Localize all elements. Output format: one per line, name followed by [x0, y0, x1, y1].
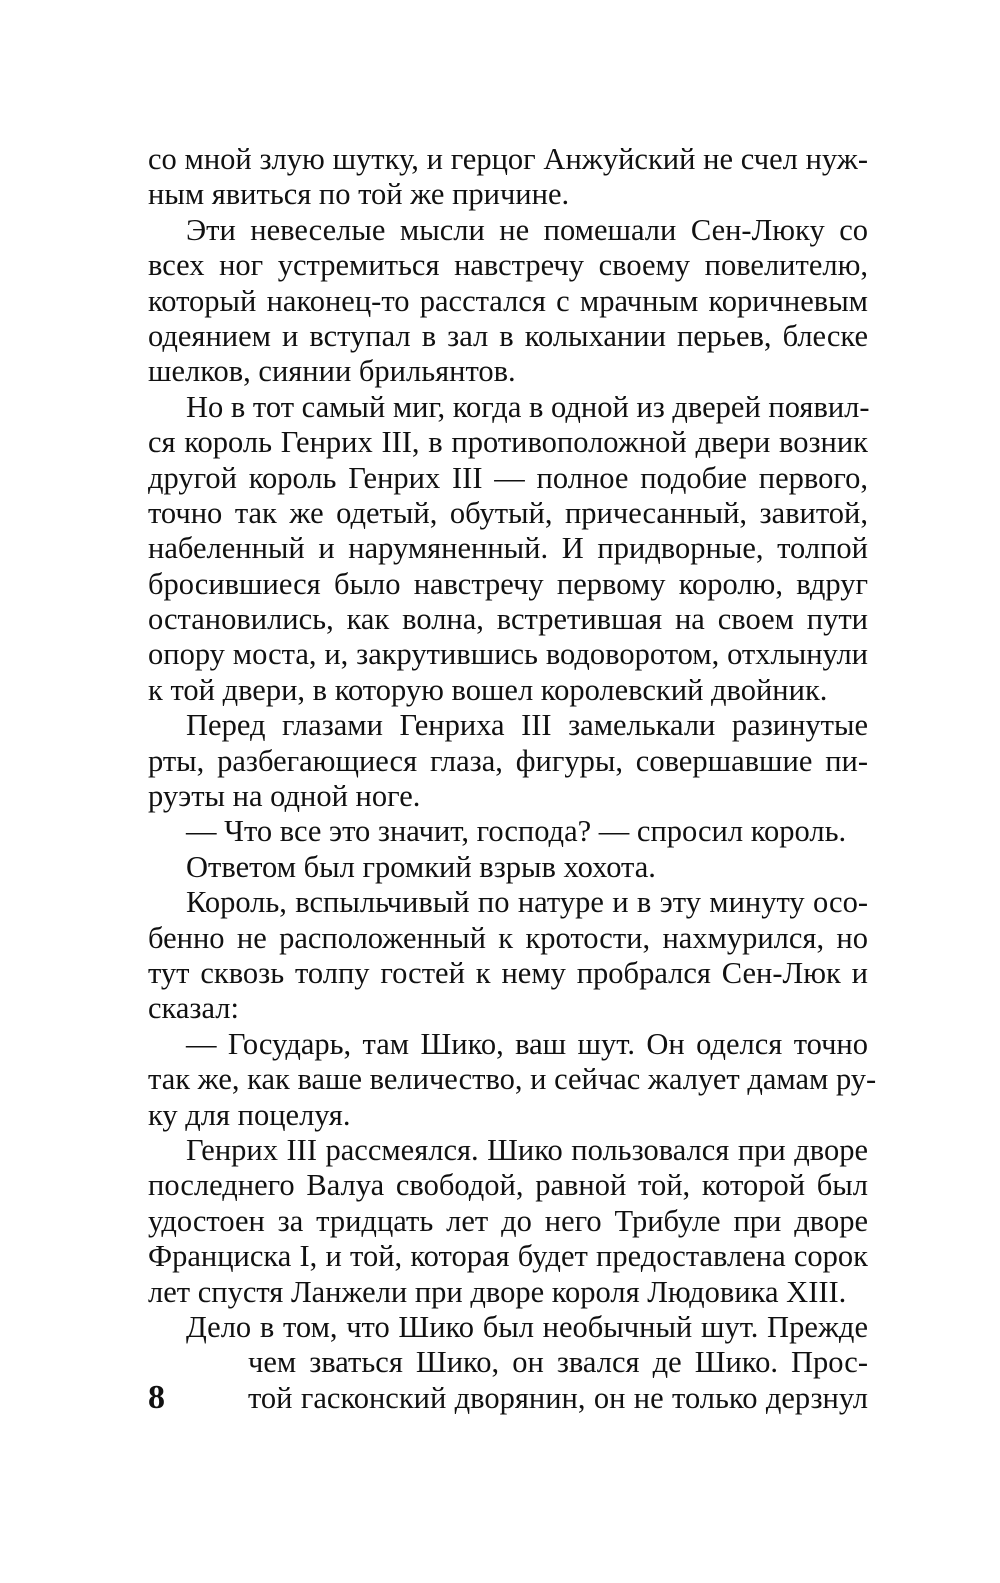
- text-line: удостоен за тридцать лет до него Трибуле при дворе: [148, 1203, 868, 1238]
- text-line: одеянием и вступал в зал в колыхании перьев, блеске: [148, 318, 868, 353]
- text-line: так же, как ваше величество, и сейчас жалует дамам ру-: [148, 1062, 877, 1097]
- body-text: [148, 142, 877, 1416]
- text-line: Король, вспыльчивый по натуре и в эту минуту осо-: [186, 885, 868, 920]
- text-line: бенно не расположенный к кротости, нахмурился, но: [148, 920, 868, 955]
- text-line: Дело в том, что Шико был необычный шут. Прежде: [186, 1309, 868, 1344]
- text-line: руэты на одной ноге.: [148, 779, 421, 814]
- text-line: чем зваться Шико, он звался де Шико. Прос-: [248, 1345, 868, 1380]
- text-line: опору моста, и, закрутившись водоворотом, отхлынули: [148, 637, 868, 672]
- text-line: ным явиться по той же причине.: [148, 177, 570, 212]
- text-line: тут сквозь толпу гостей к нему пробрался Сен-Люк и: [148, 955, 868, 990]
- text-line: Ответом был громкий взрыв хохота.: [186, 849, 656, 884]
- text-line: со мной злую шутку, и герцог Анжуйский не счел нуж-: [148, 142, 868, 176]
- text-line: который наконец-то расстался с мрачным коричневым: [148, 283, 868, 318]
- text-line: — Государь, там Шико, ваш шут. Он оделся точно: [186, 1026, 868, 1061]
- text-line: ку для поцелуя.: [148, 1097, 351, 1132]
- text-line: сказал:: [148, 991, 239, 1026]
- text-line: рты, разбегающиеся глаза, фигуры, совершавшие пи-: [148, 743, 868, 778]
- text-line: всех ног устремиться навстречу своему повелителю,: [148, 248, 868, 283]
- text-line: Франциска I, и той, которая будет предоставлена сорок: [148, 1239, 868, 1274]
- text-line: остановились, как волна, встретившая на своем пути: [148, 602, 868, 637]
- text-line: Но в тот самый миг, когда в одной из дверей появил-: [186, 389, 870, 424]
- text-line: бросившиеся было навстречу первому королю, вдруг: [148, 566, 868, 601]
- text-line: ся король Генрих III, в противоположной двери возник: [148, 425, 868, 460]
- text-line: Генрих III рассмеялся. Шико пользовался при дворе: [186, 1132, 868, 1167]
- text-line: другой король Генрих III — полное подобие первого,: [148, 460, 868, 495]
- text-line: шелков, сиянии брильянтов.: [148, 354, 516, 389]
- text-line: последнего Валуа свободой, равной той, которой был: [148, 1168, 868, 1203]
- text-line: — Что все это значит, господа? — спросил король.: [186, 814, 847, 849]
- text-line: точно так же одетый, обутый, причесанный, завитой,: [148, 495, 868, 530]
- text-line: Перед глазами Генриха III замелькали разинутые: [186, 708, 868, 743]
- text-line: лет спустя Ланжели при дворе короля Людовика XIII.: [148, 1274, 847, 1309]
- page-number: 8: [148, 1379, 165, 1416]
- text-line: той гасконский дворянин, он не только дерзнул: [248, 1380, 868, 1415]
- text-line: Эти невеселые мысли не помешали Сен-Люку со: [186, 212, 868, 247]
- text-line: набеленный и нарумяненный. И придворные, толпой: [148, 531, 868, 566]
- text-line: к той двери, в которую вошел королевский двойник.: [148, 672, 828, 707]
